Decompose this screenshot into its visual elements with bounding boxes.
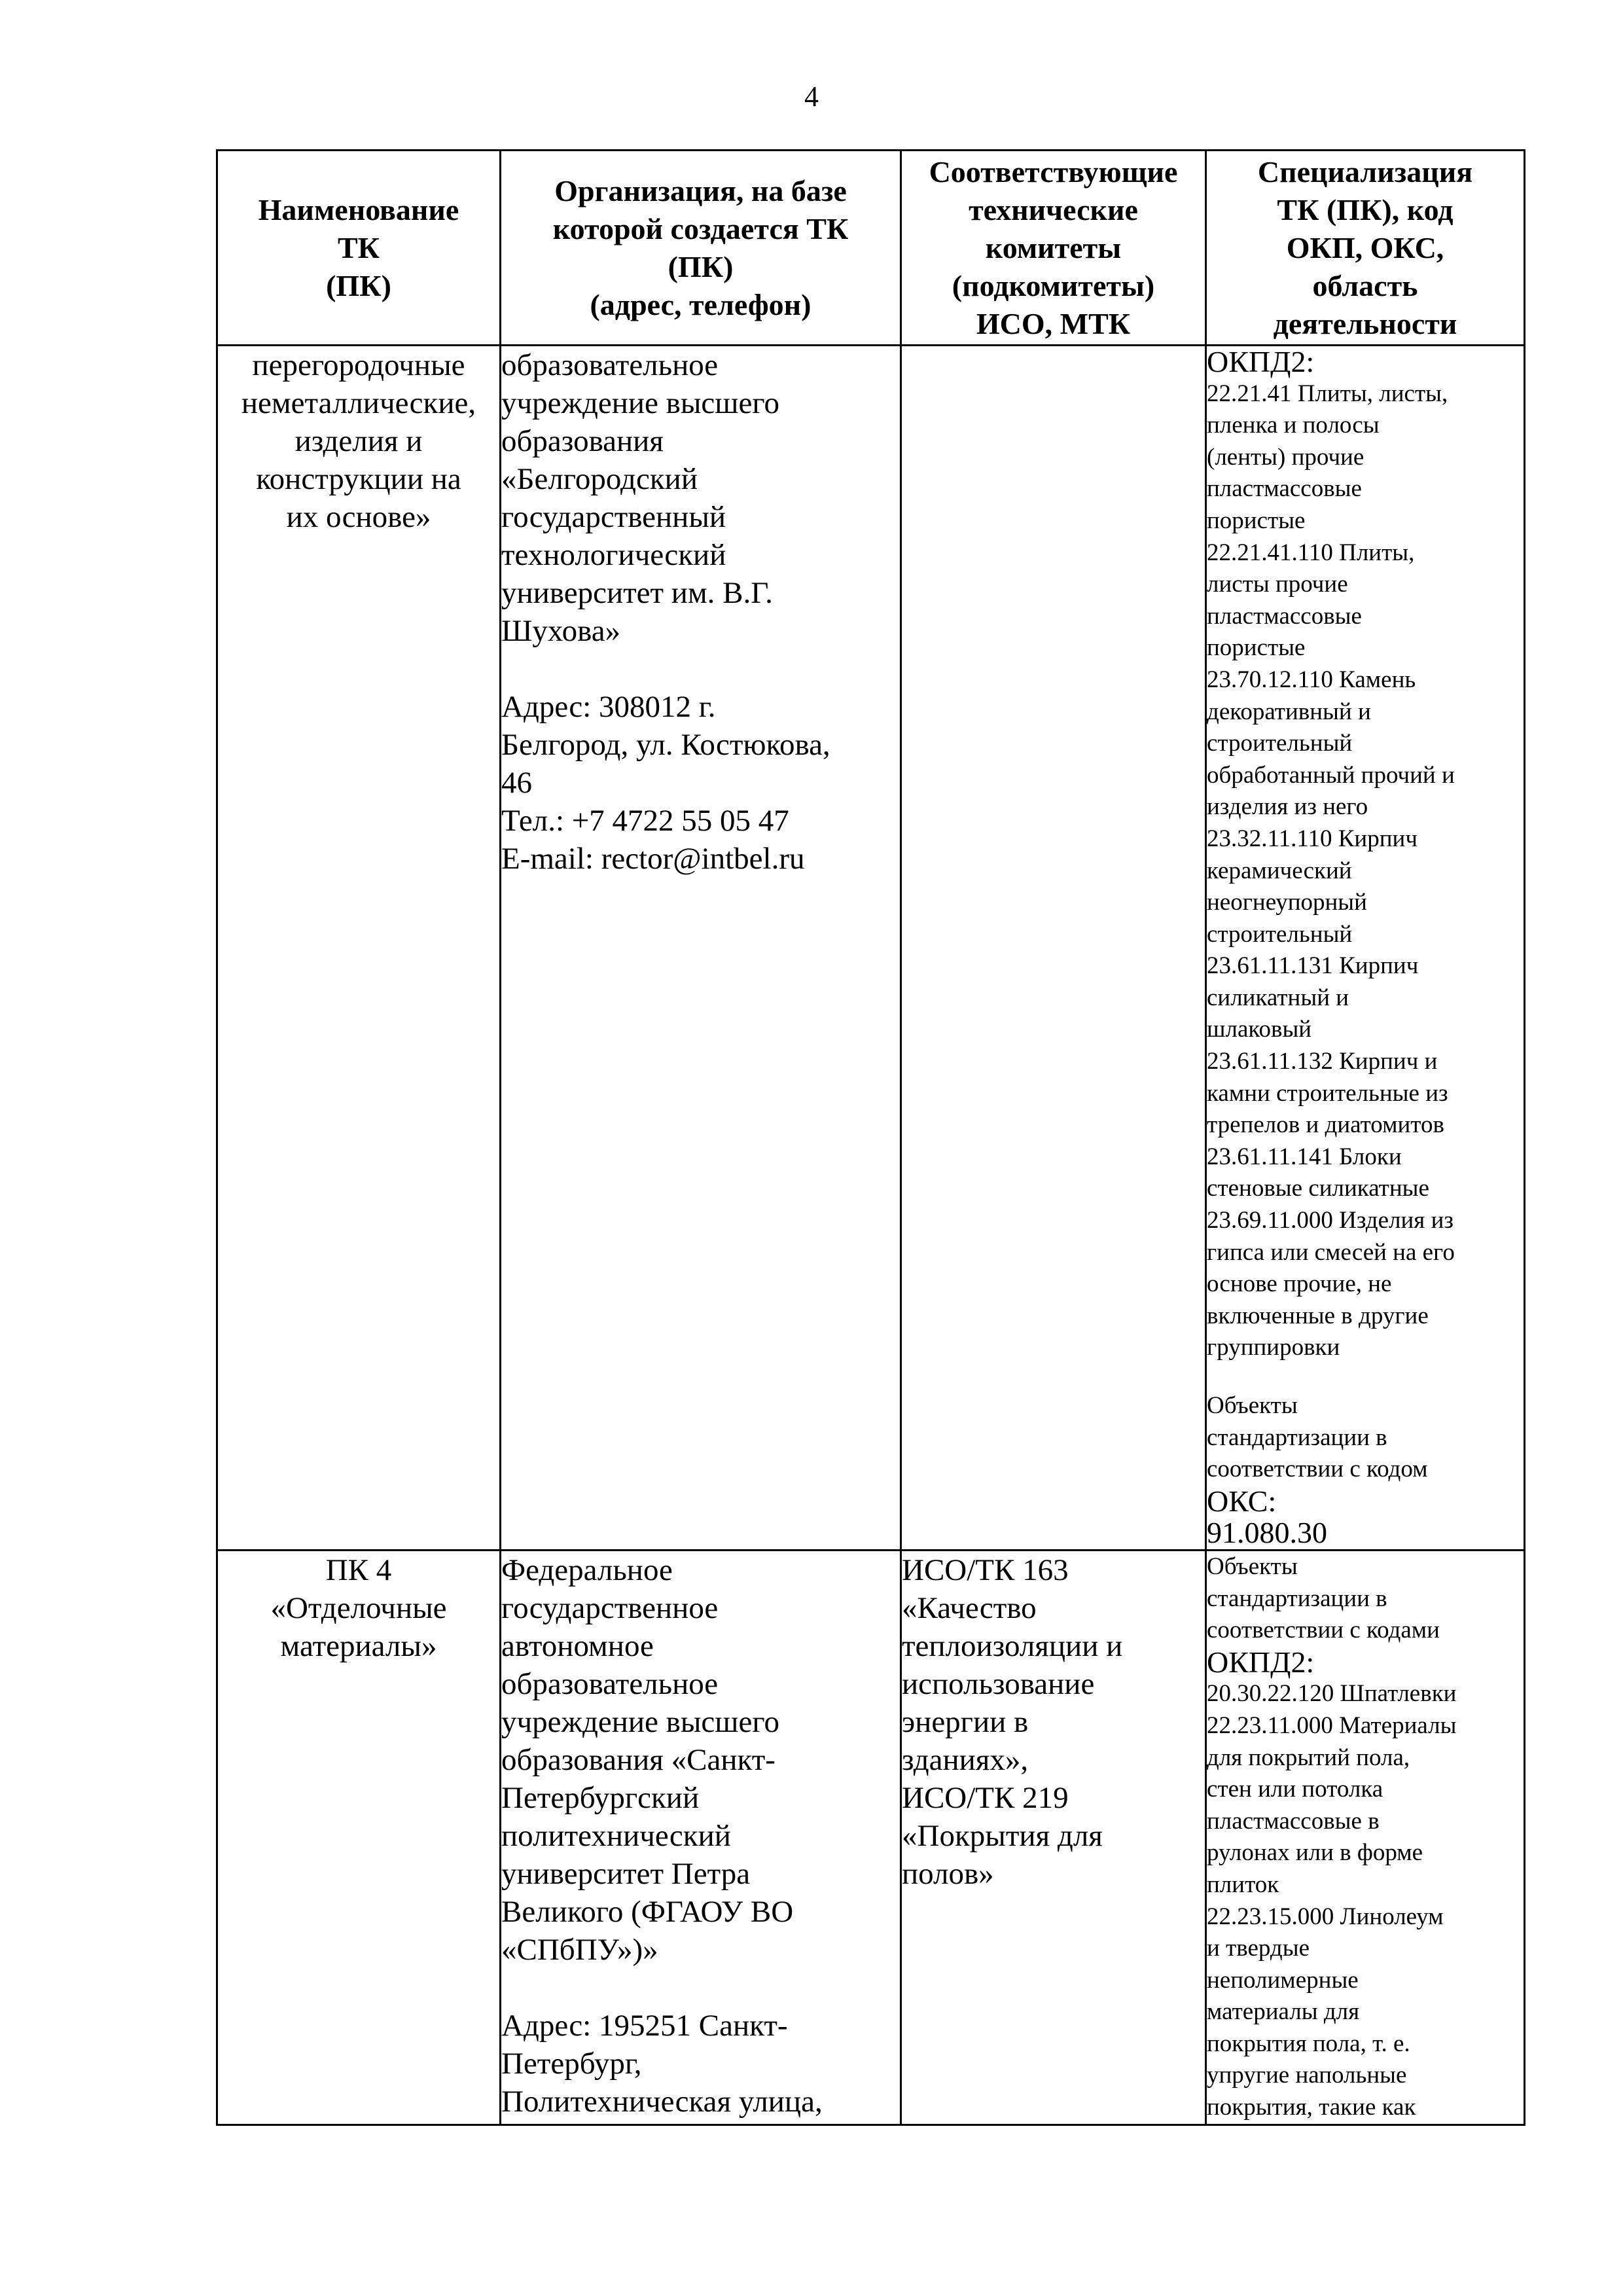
header-specialization: Специализация ТК (ПК), код ОКП, ОКС, область деятельности — [1206, 151, 1525, 346]
committees-table — [216, 149, 1525, 2126]
row1-email: E-mail: rector@intbel.ru — [501, 842, 805, 876]
spacer — [1207, 1364, 1524, 1390]
row2-organization-cell — [501, 1550, 901, 2125]
row1-specialization-cell — [1206, 346, 1525, 1551]
row1-organization: образовательное учреждение высшего образования «Белгородский государственный технологический университет им. В.Г. Шухова» — [501, 348, 779, 648]
row2-spec-intro: Объекты стандартизации в соответствии с кодами — [1207, 1552, 1440, 1644]
row2-address: Адрес: 195251 Санкт- Петербург, Политехническая улица, — [501, 2008, 823, 2119]
page-number: 4 — [804, 81, 819, 113]
row1-phone: Тел.: +7 4722 55 05 47 — [501, 804, 789, 838]
table-header-row — [217, 151, 1525, 346]
row1-oks-code: 91.080.30 — [1207, 1516, 1327, 1550]
row1-address: Адрес: 308012 г. Белгород, ул. Костюкова, 46 — [501, 690, 830, 800]
row2-specialization-cell — [1206, 1550, 1525, 2125]
row1-committees — [901, 346, 1206, 1551]
row1-tk-name: перегородочные неметаллические, изделия и конструкции на их основе» — [217, 346, 501, 1551]
row1-organization-cell — [501, 346, 901, 1551]
row1-okpd-label: ОКПД2: — [1207, 345, 1315, 378]
row1-okpd-codes: 22.21.41 Плиты, листы, пленка и полосы (ленты) прочие пластмассовые пористые 22.21.41.110 Плиты, листы прочие пластмассовые пористые 23.70.12.110 Камень декоративный и строительный обработанный прочий и изделия из него 23.32.11.110 Кирпич керамический неогнеупорный строительный 23.61.11.131 Кирпич силикатный и шлаковый 23.61.11.132 Кирпич и камни строительные из трепелов и диатомитов 23.61.11.141 Блоки стеновые силикатные 23.69.11.000 Изделия из гипса или смесей на его основе прочие, не включенные в другие группировки — [1207, 380, 1455, 1361]
row2-organization: Федеральное государственное автономное образовательное учреждение высшего образования «Санкт- Петербургский политехнический университет Петра Великого (ФГАОУ ВО «СПбПУ»)» — [501, 1552, 794, 1967]
table-row — [217, 346, 1525, 1551]
row2-okpd-label: ОКПД2: — [1207, 1645, 1315, 1679]
row1-oks-label: ОКС: — [1207, 1484, 1277, 1518]
header-organization: Организация, на базе которой создается ТК (ПК) (адрес, телефон) — [501, 151, 901, 346]
row2-tk-name: ПК 4 «Отделочные материалы» — [217, 1550, 501, 2125]
table-row — [217, 1550, 1525, 2125]
row2-okpd-codes: 20.30.22.120 Шпатлевки 22.23.11.000 Материалы для покрытий пола, стен или потолка пластмассовые в рулонах или в форме плиток 22.23.15.000 Линолеум и твердые неполимерные материалы для покрытия пола, т. е. упругие напольные покрытия, такие как — [1207, 1680, 1457, 2121]
header-committees: Соответствующие технические комитеты (подкомитеты) ИСО, МТК — [901, 151, 1206, 346]
row1-oks-intro: Объекты стандартизации в соответствии с кодом — [1207, 1392, 1428, 1483]
header-tk-name: Наименование ТК (ПК) — [217, 151, 501, 346]
row2-committees: ИСО/ТК 163 «Качество теплоизоляции и использование энергии в зданиях», ИСО/ТК 219 «Покрытия для полов» — [901, 1550, 1206, 2125]
